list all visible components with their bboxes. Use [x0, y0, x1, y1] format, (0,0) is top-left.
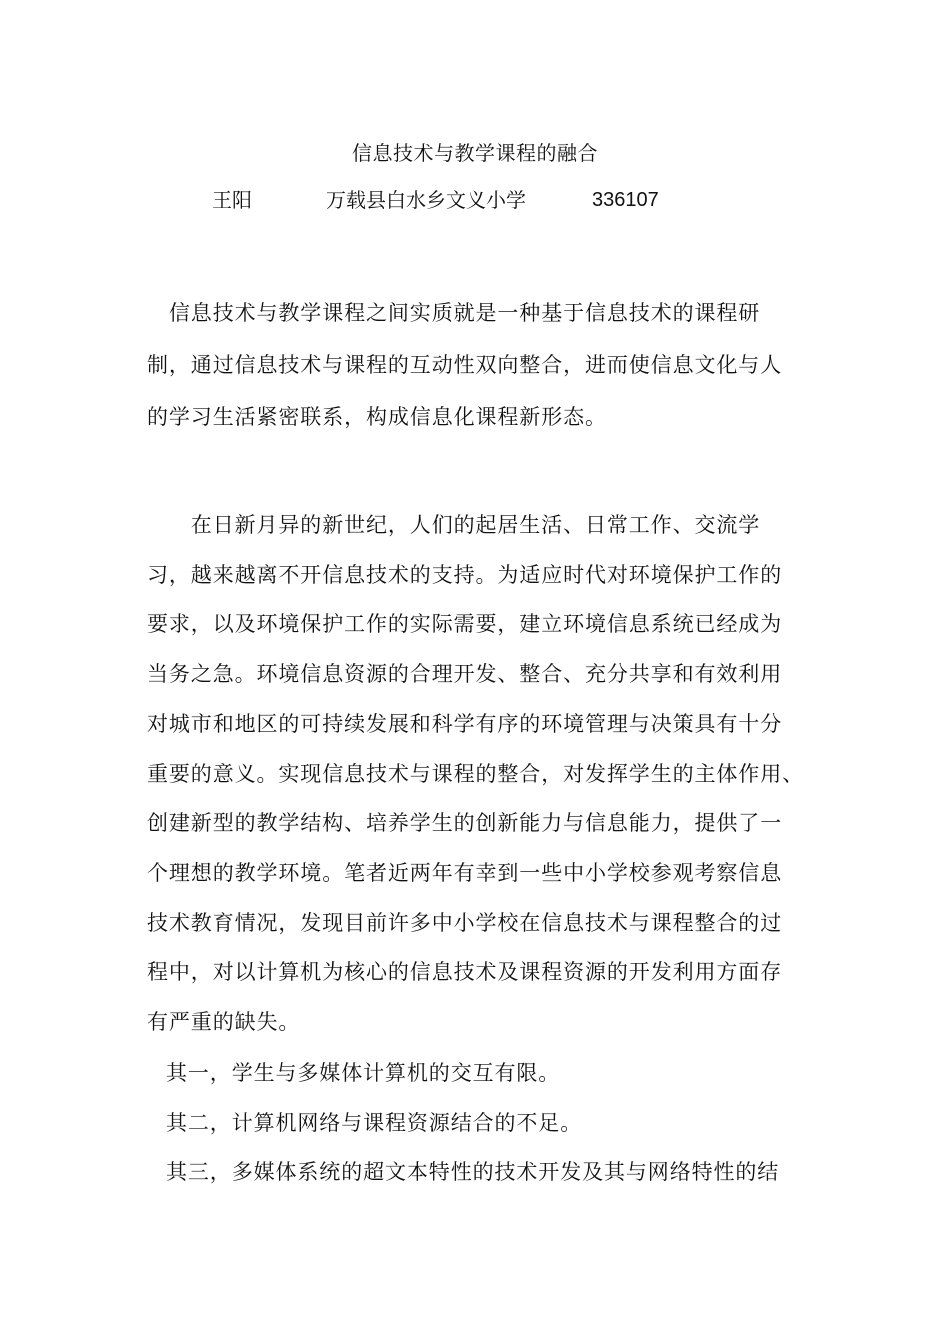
body-paragraph: [147, 501, 847, 1048]
list-item: 其三，多媒体系统的超文本特性的技术开发及其与网络特性的结: [166, 1160, 780, 1184]
body-line: 习，越来越离不开信息技术的支持。为适应时代对环境保护工作的: [147, 562, 783, 587]
abstract-paragraph: [147, 287, 847, 443]
body-line: 程中，对以计算机为核心的信息技术及课程资源的开发利用方面存: [147, 960, 783, 985]
body-line: 个理想的教学环境。笔者近两年有幸到一些中小学校参观考察信息: [147, 860, 783, 885]
issue-list: [166, 1049, 846, 1198]
body-line: 在日新月异的新世纪，人们的起居生活、日常工作、交流学: [147, 513, 761, 537]
body-line: 创建新型的教学结构、培养学生的创新能力与信息能力，提供了一: [147, 811, 783, 836]
list-item: 其一，学生与多媒体计算机的交互有限。: [166, 1061, 561, 1085]
body-line: 对城市和地区的可持续发展和科学有序的环境管理与决策具有十分: [147, 711, 783, 736]
abstract-line: 的学习生活紧密联系，构成信息化课程新形态。: [147, 405, 607, 429]
body-line: 重要的意义。实现信息技术与课程的整合，对发挥学生的主体作用、: [147, 761, 804, 786]
body-line: 有严重的缺失。: [147, 1010, 301, 1035]
body-line: 技术教育情况，发现目前许多中小学校在信息技术与课程整合的过: [147, 910, 783, 935]
school-name: 万载县白水乡文义小学: [326, 188, 526, 212]
abstract-line: 制，通过信息技术与课程的互动性双向整合，进而使信息文化与人: [147, 353, 783, 377]
document-title: 信息技术与教学课程的融合: [352, 141, 598, 165]
abstract-line: 信息技术与教学课程之间实质就是一种基于信息技术的课程研: [147, 301, 761, 325]
body-line: 要求，以及环境保护工作的实际需要，建立环境信息系统已经成为: [147, 612, 783, 637]
body-line: 当务之急。环境信息资源的合理开发、整合、充分共享和有效利用: [147, 662, 783, 687]
author-name: 王阳: [212, 188, 252, 212]
postal-code: 336107: [592, 189, 659, 211]
list-item: 其二，计算机网络与课程资源结合的不足。: [166, 1110, 583, 1135]
